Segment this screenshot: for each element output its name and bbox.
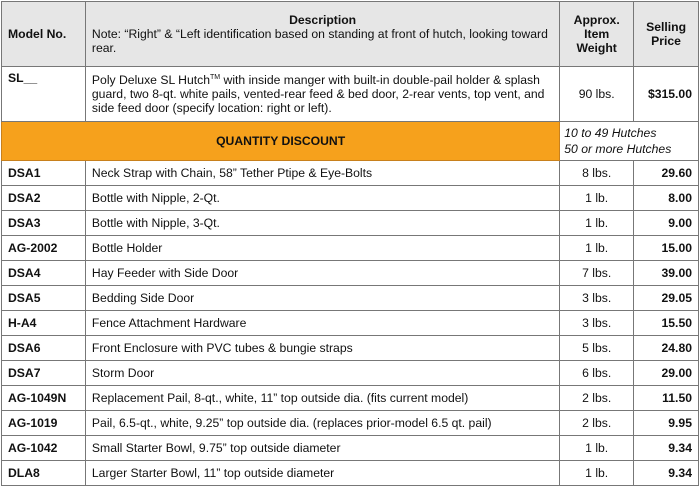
item-model: AG-1042 (2, 436, 86, 461)
item-weight: 1 lb. (560, 186, 634, 211)
item-model: DSA4 (2, 261, 86, 286)
main-item-weight: 90 lbs. (560, 67, 634, 122)
table-row (2, 436, 699, 461)
table-row (2, 186, 699, 211)
item-model: DSA2 (2, 186, 86, 211)
header-description (85, 2, 559, 67)
item-price: 9.00 (634, 211, 699, 236)
item-price: 9.34 (634, 461, 699, 486)
item-weight: 1 lb. (560, 236, 634, 261)
discount-info (560, 122, 699, 161)
discount-tier-2: 50 or more Hutches (564, 142, 672, 156)
discount-tier-1: 10 to 49 Hutches (564, 126, 657, 140)
item-price: 29.05 (634, 286, 699, 311)
item-description: Bedding Side Door (85, 286, 559, 311)
item-description: Pail, 6.5-qt., white, 9.25” top outside dia. (replaces prior-model 6.5 qt. pail) (85, 411, 559, 436)
item-description: Small Starter Bowl, 9.75” top outside diameter (85, 436, 559, 461)
item-model: DLA8 (2, 461, 86, 486)
header-description-title: Description (289, 13, 357, 27)
main-item-description-details: with inside manger with built-in double-pail holder & splash guard, two 8-qt. white pails, vented-rear feed & bed door, 2-rear vents, top vent, and side feed door (specify location: right or left). (91, 73, 545, 115)
item-description: Replacement Pail, 8-qt., white, 11” top outside dia. (fits current model) (85, 386, 559, 411)
table-row (2, 386, 699, 411)
main-item-model: SL__ (2, 67, 86, 122)
item-weight: 7 lbs. (560, 261, 634, 286)
item-price: 15.00 (634, 236, 699, 261)
item-weight: 8 lbs. (560, 161, 634, 186)
header-row (2, 2, 699, 67)
item-price: 15.50 (634, 311, 699, 336)
item-weight: 2 lbs. (560, 386, 634, 411)
table-row (2, 336, 699, 361)
main-item-description (85, 67, 559, 122)
item-model: DSA3 (2, 211, 86, 236)
table-row (2, 361, 699, 386)
main-item-description-name: Poly Deluxe SL Hutch (91, 73, 211, 87)
header-price: Selling Price (634, 2, 699, 67)
item-price: 9.95 (634, 411, 699, 436)
item-description: Bottle with Nipple, 2-Qt. (85, 186, 559, 211)
item-model: DSA1 (2, 161, 86, 186)
main-item-price: $315.00 (634, 67, 699, 122)
item-weight: 1 lb. (560, 436, 634, 461)
table-row (2, 236, 699, 261)
item-model: DSA6 (2, 336, 86, 361)
item-weight: 3 lbs. (560, 311, 634, 336)
price-table (1, 1, 699, 486)
item-weight: 1 lb. (560, 211, 634, 236)
item-price: 11.50 (634, 386, 699, 411)
item-model: AG-2002 (2, 236, 86, 261)
item-price: 39.00 (634, 261, 699, 286)
item-weight: 1 lb. (560, 461, 634, 486)
item-weight: 2 lbs. (560, 411, 634, 436)
table-row (2, 411, 699, 436)
table-row (2, 461, 699, 486)
item-weight: 3 lbs. (560, 286, 634, 311)
table-row (2, 211, 699, 236)
item-description: Storm Door (85, 361, 559, 386)
item-description: Bottle with Nipple, 3-Qt. (85, 211, 559, 236)
table-row (2, 261, 699, 286)
header-weight: Approx. Item Weight (560, 2, 634, 67)
table-row (2, 286, 699, 311)
trademark-mark: TM (210, 73, 221, 81)
item-price: 24.80 (634, 336, 699, 361)
item-description: Fence Attachment Hardware (85, 311, 559, 336)
item-description: Front Enclosure with PVC tubes & bungie straps (85, 336, 559, 361)
item-description: Larger Starter Bowl, 11” top outside diameter (85, 461, 559, 486)
item-weight: 5 lbs. (560, 336, 634, 361)
header-model: Model No. (2, 2, 86, 67)
item-model: H-A4 (2, 311, 86, 336)
item-description: Bottle Holder (85, 236, 559, 261)
table-row (2, 161, 699, 186)
item-model: AG-1049N (2, 386, 86, 411)
item-model: DSA5 (2, 286, 86, 311)
item-price: 9.34 (634, 436, 699, 461)
item-price: 29.60 (634, 161, 699, 186)
item-weight: 6 lbs. (560, 361, 634, 386)
discount-row (2, 122, 699, 161)
table-row (2, 311, 699, 336)
item-model: DSA7 (2, 361, 86, 386)
item-model: AG-1019 (2, 411, 86, 436)
main-item-row (2, 67, 699, 122)
item-price: 8.00 (634, 186, 699, 211)
item-description: Neck Strap with Chain, 58” Tether Ptipe & Eye-Bolts (85, 161, 559, 186)
header-description-note: Note: “Right” & “Left identification based on standing at front of hutch, looking toward rear. (91, 27, 548, 55)
discount-label: QUANTITY DISCOUNT (2, 122, 560, 161)
item-description: Hay Feeder with Side Door (85, 261, 559, 286)
item-price: 29.00 (634, 361, 699, 386)
